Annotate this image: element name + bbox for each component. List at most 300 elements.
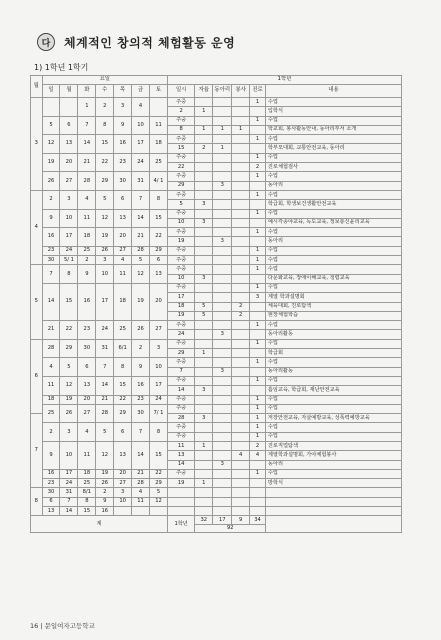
schedule-cell xyxy=(232,181,250,190)
month-cell: 7 xyxy=(31,414,43,488)
calendar-day: 2 xyxy=(96,98,114,117)
schedule-cell xyxy=(195,190,213,199)
schedule-cell xyxy=(232,423,250,432)
schedule-cell xyxy=(232,479,250,488)
schedule-cell: 29 xyxy=(167,349,194,358)
schedule-cell: 19 xyxy=(167,237,194,246)
calendar-day: 17 xyxy=(60,228,78,247)
schedule-cell xyxy=(213,349,232,358)
schedule-cell: 1 xyxy=(250,423,266,432)
calendar-day: 14 xyxy=(42,283,60,320)
schedule-cell xyxy=(213,228,232,237)
month-cell: 5 xyxy=(31,265,43,339)
calendar-day: 26 xyxy=(132,321,150,340)
schedule-cell xyxy=(213,190,232,199)
table-row xyxy=(31,283,402,292)
schedule-cell xyxy=(195,153,213,162)
calendar-day: 26 xyxy=(42,172,60,191)
activity-content: 방학식 xyxy=(265,479,401,488)
schedule-cell: 1 xyxy=(195,125,213,134)
table-row xyxy=(31,321,402,330)
schedule-cell xyxy=(213,414,232,423)
calendar-day: 7 xyxy=(96,358,114,377)
table-row xyxy=(31,98,402,107)
schedule-cell xyxy=(232,460,250,469)
calendar-day: 20 xyxy=(114,469,132,478)
calendar-day: 25 xyxy=(78,246,96,255)
calendar-day: 29 xyxy=(96,172,114,191)
calendar-day: 20 xyxy=(114,228,132,247)
schedule-cell xyxy=(213,98,232,107)
month-cell: 6 xyxy=(31,339,43,413)
calendar-day: 29 xyxy=(60,339,78,358)
schedule-col-header: 진로 xyxy=(250,85,266,98)
schedule-cell: 1 xyxy=(232,125,250,134)
weekday-header: 월 xyxy=(60,85,78,98)
schedule-cell: 3 xyxy=(195,414,213,423)
schedule-cell xyxy=(195,395,213,404)
schedule-cell xyxy=(213,395,232,404)
section-heading xyxy=(37,32,235,52)
schedule-cell xyxy=(250,274,266,283)
schedule-cell xyxy=(195,181,213,190)
calendar-day: 29 xyxy=(150,246,168,255)
activity-content: 계열학과설명회, 가야체험봉사 xyxy=(265,451,401,460)
calendar-day xyxy=(150,98,168,117)
schedule-cell: 3 xyxy=(213,367,232,376)
activity-content: 수업 xyxy=(265,256,401,265)
calendar-day: 5 xyxy=(42,116,60,135)
activity-content: 다문화교육, 장애이해교육, 청렴교육 xyxy=(265,274,401,283)
grade-header: 1학년 xyxy=(167,76,401,85)
schedule-cell: 3 xyxy=(195,386,213,395)
schedule-cell: 1 xyxy=(195,349,213,358)
schedule-cell xyxy=(213,116,232,125)
schedule-cell: 1 xyxy=(250,265,266,274)
month-cell: 4 xyxy=(31,190,43,264)
calendar-day: 31 xyxy=(96,339,114,358)
calendar-day: 31 xyxy=(60,488,78,497)
activity-content: 수업 xyxy=(265,404,401,413)
activity-content: 저장안전교육, 자살예방교육, 성폭력예방교육 xyxy=(265,414,401,423)
schedule-cell: 18 xyxy=(167,302,194,311)
table-row xyxy=(31,135,402,144)
schedule-cell: 주중 xyxy=(167,376,194,385)
schedule-cell: 1 xyxy=(195,479,213,488)
schedule-cell: 17 xyxy=(167,293,194,302)
table-row xyxy=(31,479,402,488)
schedule-cell xyxy=(195,283,213,292)
calendar-day: 24 xyxy=(60,479,78,488)
activity-content: 수업 xyxy=(265,172,401,181)
calendar-day: 3 xyxy=(60,190,78,209)
calendar-day: 9 xyxy=(96,497,114,506)
calendar-day: 11 xyxy=(42,376,60,395)
calendar-day: 22 xyxy=(150,228,168,247)
calendar-day: 16 xyxy=(78,283,96,320)
calendar-day: 11 xyxy=(132,497,150,506)
empty-cell xyxy=(265,507,401,516)
calendar-day: 5 xyxy=(60,358,78,377)
schedule-cell: 1 xyxy=(250,358,266,367)
calendar-day: 6 xyxy=(114,423,132,442)
calendar-day: 25 xyxy=(150,153,168,172)
activity-content: 예시각종야교육, 독도교육, 정보통신윤리교육 xyxy=(265,218,401,227)
schedule-cell: 주중 xyxy=(167,469,194,478)
schedule-cell: 14 xyxy=(167,460,194,469)
section-title: 체계적인 창의적 체험활동 운영 xyxy=(64,35,236,50)
calendar-day: 16 xyxy=(42,469,60,478)
empty-cell xyxy=(167,507,194,516)
calendar-day: 13 xyxy=(114,441,132,469)
calendar-day: 21 xyxy=(132,228,150,247)
calendar-day: 2 xyxy=(132,339,150,358)
calendar-day: 6 xyxy=(60,116,78,135)
activity-content: 수업 xyxy=(265,98,401,107)
schedule-cell xyxy=(250,460,266,469)
schedule-cell xyxy=(232,395,250,404)
schedule-cell xyxy=(195,330,213,339)
schedule-cell: 3 xyxy=(213,237,232,246)
empty-cell xyxy=(195,507,213,516)
schedule-cell: 1 xyxy=(250,469,266,478)
total-value: 32 xyxy=(195,516,213,525)
schedule-cell xyxy=(232,358,250,367)
table-row xyxy=(31,376,402,385)
activity-content: 동아리활동 xyxy=(265,367,401,376)
weekday-header: 화 xyxy=(78,85,96,98)
table-row xyxy=(31,265,402,274)
schedule-cell: 24 xyxy=(167,330,194,339)
calendar-day: 14 xyxy=(132,209,150,228)
calendar-day: 25 xyxy=(42,404,60,423)
calendar-day: 3 xyxy=(60,423,78,442)
schedule-cell xyxy=(195,376,213,385)
schedule-cell xyxy=(250,125,266,134)
schedule-cell xyxy=(250,218,266,227)
schedule-cell: 주중 xyxy=(167,228,194,237)
calendar-day: 27 xyxy=(78,404,96,423)
activity-content: 수업 xyxy=(265,423,401,432)
calendar-day: 8 xyxy=(96,116,114,135)
schedule-cell xyxy=(250,311,266,320)
empty-cell xyxy=(265,488,401,497)
schedule-cell xyxy=(213,209,232,218)
calendar-day: 24 xyxy=(60,246,78,255)
calendar-day: 26 xyxy=(96,479,114,488)
calendar-day: 23 xyxy=(42,479,60,488)
schedule-cell: 3 xyxy=(195,218,213,227)
calendar-day: 9 xyxy=(42,441,60,469)
calendar-day: 22 xyxy=(114,395,132,404)
page-footer: 16 | 문일여자고등학교 xyxy=(30,622,95,630)
calendar-day: 18 xyxy=(78,469,96,478)
schedule-cell: 19 xyxy=(167,311,194,320)
calendar-day: 24 xyxy=(96,321,114,340)
calendar-day: 21 xyxy=(42,321,60,340)
calendar-day: 8 xyxy=(114,358,132,377)
activity-content: 수업 xyxy=(265,339,401,348)
calendar-day: 8/1 xyxy=(78,488,96,497)
activity-content: 동아리활동 xyxy=(265,330,401,339)
schedule-cell xyxy=(250,330,266,339)
schedule-cell: 1 xyxy=(250,228,266,237)
calendar-day: 27 xyxy=(60,172,78,191)
schedule-cell xyxy=(213,246,232,255)
schedule-cell: 8 xyxy=(167,125,194,134)
schedule-cell: 15 xyxy=(167,144,194,153)
calendar-day: 10 xyxy=(60,209,78,228)
schedule-cell xyxy=(232,441,250,450)
schedule-cell: 2 xyxy=(232,302,250,311)
calendar-day: 2 xyxy=(78,256,96,265)
calendar-day: 9 xyxy=(42,209,60,228)
activity-content: 수업 xyxy=(265,321,401,330)
schedule-cell: 주중 xyxy=(167,358,194,367)
calendar-day: 3 xyxy=(114,488,132,497)
schedule-col-header: 일시 xyxy=(167,85,194,98)
calendar-day: 15 xyxy=(114,376,132,395)
schedule-cell: 19 xyxy=(167,479,194,488)
schedule-cell xyxy=(232,339,250,348)
calendar-day: 12 xyxy=(96,209,114,228)
calendar-day: 25 xyxy=(78,479,96,488)
calendar-day: 4 xyxy=(132,488,150,497)
schedule-cell xyxy=(232,265,250,274)
schedule-cell: 주중 xyxy=(167,283,194,292)
schedule-cell: 주중 xyxy=(167,265,194,274)
schedule-cell: 주중 xyxy=(167,172,194,181)
schedule-cell xyxy=(232,376,250,385)
schedule-cell: 1 xyxy=(250,283,266,292)
table-row xyxy=(31,209,402,218)
calendar-day: 6/1 xyxy=(114,339,132,358)
calendar-day: 11 xyxy=(150,116,168,135)
calendar-day: 6 xyxy=(114,190,132,209)
empty-cell xyxy=(265,497,401,506)
calendar-day: 31 xyxy=(132,172,150,191)
table-row xyxy=(31,469,402,478)
schedule-cell xyxy=(232,404,250,413)
schedule-cell: 1 xyxy=(250,321,266,330)
schedule-cell: 7 xyxy=(167,367,194,376)
schedule-cell xyxy=(213,163,232,172)
calendar-day: 15 xyxy=(150,441,168,469)
schedule-cell xyxy=(232,218,250,227)
schedule-cell xyxy=(195,116,213,125)
schedule-cell xyxy=(250,349,266,358)
calendar-day: 12 xyxy=(96,441,114,469)
schedule-cell xyxy=(232,469,250,478)
schedule-cell: 3 xyxy=(250,293,266,302)
activity-content: 수업 xyxy=(265,376,401,385)
calendar-day: 23 xyxy=(132,395,150,404)
activity-content: 수업 xyxy=(265,432,401,441)
calendar-day: 4 xyxy=(78,423,96,442)
schedule-cell xyxy=(232,190,250,199)
calendar-day: 30 xyxy=(42,256,60,265)
calendar-day: 30 xyxy=(42,488,60,497)
activity-content: 학부모대회, 교통안전교육, 동아리 xyxy=(265,144,401,153)
activity-content: 수업 xyxy=(265,265,401,274)
schedule-cell: 1 xyxy=(213,144,232,153)
schedule-cell: 2 xyxy=(250,441,266,450)
weekday-header: 토 xyxy=(150,85,168,98)
calendar-day: 13 xyxy=(150,265,168,284)
calendar-day: 12 xyxy=(132,265,150,284)
calendar-day: 10 xyxy=(114,497,132,506)
schedule-cell xyxy=(232,432,250,441)
schedule-cell xyxy=(213,386,232,395)
calendar-day: 26 xyxy=(60,404,78,423)
schedule-cell xyxy=(250,144,266,153)
schedule-cell: 주중 xyxy=(167,98,194,107)
schedule-cell xyxy=(195,163,213,172)
subsection-title: 1) 1학년 1학기 xyxy=(34,63,89,72)
totals-grade: 1학년 xyxy=(167,516,194,533)
calendar-day: 3 xyxy=(114,98,132,117)
calendar-day: 6 xyxy=(150,256,168,265)
calendar-day: 29 xyxy=(150,479,168,488)
empty-cell xyxy=(167,497,194,506)
schedule-cell xyxy=(195,404,213,413)
schedule-cell xyxy=(232,200,250,209)
schedule-cell: 주중 xyxy=(167,395,194,404)
schedule-cell xyxy=(213,172,232,181)
table-row xyxy=(31,497,402,506)
schedule-cell: 주중 xyxy=(167,135,194,144)
schedule-cell xyxy=(195,256,213,265)
schedule-cell: 주중 xyxy=(167,423,194,432)
schedule-cell xyxy=(232,293,250,302)
empty-cell xyxy=(213,488,232,497)
calendar-day: 29 xyxy=(114,404,132,423)
calendar-day: 14 xyxy=(96,376,114,395)
table-row xyxy=(31,423,402,432)
schedule-cell xyxy=(232,386,250,395)
calendar-day: 24 xyxy=(150,395,168,404)
schedule-cell: 1 xyxy=(250,256,266,265)
activity-content: 현장체험학습 xyxy=(265,311,401,320)
schedule-cell xyxy=(232,246,250,255)
calendar-day: 27 xyxy=(150,321,168,340)
calendar-day: 6 xyxy=(78,358,96,377)
calendar-day: 21 xyxy=(78,153,96,172)
calendar-day: 21 xyxy=(96,395,114,404)
schedule-cell xyxy=(195,451,213,460)
calendar-day: 16 xyxy=(114,135,132,154)
calendar-day xyxy=(114,507,132,516)
calendar-day: 8 xyxy=(150,423,168,442)
calendar-day: 1 xyxy=(78,98,96,117)
schedule-cell: 3 xyxy=(195,274,213,283)
calendar-day: 16 xyxy=(42,228,60,247)
schedule-cell xyxy=(213,153,232,162)
schedule-cell xyxy=(195,172,213,181)
calendar-day: 18 xyxy=(78,228,96,247)
calendar-day: 28 xyxy=(42,339,60,358)
weekday-header: 목 xyxy=(114,85,132,98)
table-row xyxy=(31,339,402,348)
schedule-cell: 1 xyxy=(250,376,266,385)
calendar-day: 17 xyxy=(150,376,168,395)
schedule-cell xyxy=(250,237,266,246)
schedule-cell xyxy=(232,321,250,330)
calendar-day: 28 xyxy=(132,246,150,255)
calendar-day: 5/ 1 xyxy=(60,256,78,265)
calendar-day: 18 xyxy=(114,283,132,320)
schedule-cell: 3 xyxy=(195,200,213,209)
activity-content: 입학식 xyxy=(265,107,401,116)
activity-content: 수업 xyxy=(265,228,401,237)
calendar-day: 27 xyxy=(114,246,132,255)
calendar-day: 18 xyxy=(150,135,168,154)
schedule-cell: 2 xyxy=(167,107,194,116)
schedule-cell xyxy=(195,358,213,367)
schedule-col-header: 동아리 xyxy=(213,85,232,98)
schedule-cell: 2 xyxy=(250,163,266,172)
schedule-cell: 5 xyxy=(167,200,194,209)
calendar-day: 13 xyxy=(60,135,78,154)
calendar-day: 28 xyxy=(78,172,96,191)
calendar-day: 14 xyxy=(78,135,96,154)
empty-cell xyxy=(195,488,213,497)
schedule-cell xyxy=(213,321,232,330)
calendar-day: 4 xyxy=(78,190,96,209)
calendar-day: 10 xyxy=(96,265,114,284)
activity-content: 수업 xyxy=(265,358,401,367)
schedule-cell xyxy=(213,200,232,209)
schedule-cell: 1 xyxy=(250,116,266,125)
schedule-cell xyxy=(213,107,232,116)
total-value: 34 xyxy=(250,516,266,525)
schedule-cell xyxy=(232,330,250,339)
schedule-cell xyxy=(232,237,250,246)
schedule-cell xyxy=(232,144,250,153)
schedule-cell: 1 xyxy=(250,98,266,107)
schedule-cell xyxy=(195,432,213,441)
activity-content: 수업 xyxy=(265,283,401,292)
schedule-cell: 14 xyxy=(167,386,194,395)
schedule-cell xyxy=(195,367,213,376)
calendar-day: 30 xyxy=(114,172,132,191)
schedule-cell: 10 xyxy=(167,218,194,227)
schedule-cell xyxy=(213,311,232,320)
schedule-cell xyxy=(232,209,250,218)
schedule-cell: 28 xyxy=(167,414,194,423)
schedule-cell: 주중 xyxy=(167,209,194,218)
weekday-header: 수 xyxy=(96,85,114,98)
calendar-day: 7 xyxy=(132,190,150,209)
calendar-day: 14 xyxy=(60,507,78,516)
schedule-cell: 주중 xyxy=(167,153,194,162)
empty-cell xyxy=(213,497,232,506)
schedule-cell xyxy=(213,283,232,292)
calendar-day: 23 xyxy=(78,321,96,340)
total-sum: 92 xyxy=(195,525,266,533)
schedule-cell: 주중 xyxy=(167,190,194,199)
weekday-header: 금 xyxy=(132,85,150,98)
schedule-cell xyxy=(195,339,213,348)
schedule-cell xyxy=(232,163,250,172)
schedule-cell xyxy=(195,293,213,302)
schedule-cell: 1 xyxy=(250,404,266,413)
schedule-col-header: 자율 xyxy=(195,85,213,98)
schedule-cell xyxy=(195,98,213,107)
schedule-cell xyxy=(213,451,232,460)
activity-content: 흡임교육, 학급회, 재난안전교육 xyxy=(265,386,401,395)
weekday-group-header: 요일 xyxy=(42,76,167,85)
